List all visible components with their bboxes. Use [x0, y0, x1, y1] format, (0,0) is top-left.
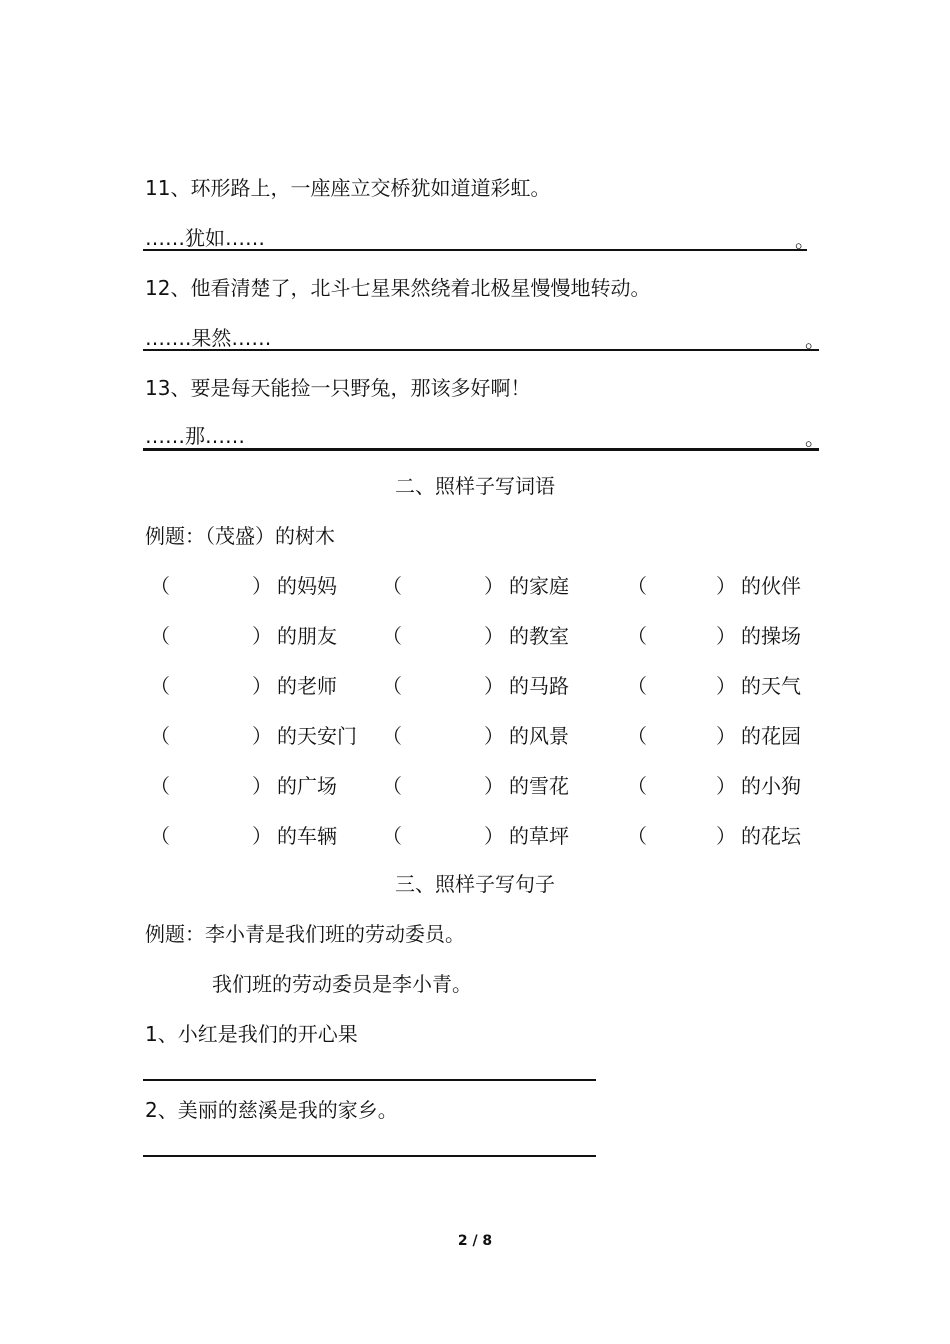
word-blank-input[interactable]: [649, 774, 716, 798]
word-blank-input[interactable]: [404, 674, 484, 698]
word-blank-input[interactable]: [172, 674, 252, 698]
word-noun: 的朋友: [277, 624, 337, 648]
answer-end-12: 。: [805, 328, 825, 352]
word-noun: 的老师: [277, 674, 337, 698]
word-noun: 的广场: [277, 774, 337, 798]
word-noun: 的花园: [741, 724, 801, 748]
blank-open-paren: （: [627, 724, 647, 748]
word-blank-input[interactable]: [649, 624, 716, 648]
word-noun: 的妈妈: [277, 574, 337, 598]
blank-open-paren: （: [382, 624, 402, 648]
sentence-answer-line-1[interactable]: [143, 1079, 596, 1081]
blank-close-paren: ）: [484, 674, 504, 698]
blank-open-paren: （: [627, 574, 647, 598]
word-noun: 的车辆: [277, 824, 337, 848]
word-noun: 的风景: [509, 724, 569, 748]
blank-close-paren: ）: [252, 774, 272, 798]
question-11: 11、环形路上，一座座立交桥犹如道道彩虹。: [145, 176, 551, 200]
word-blank-input[interactable]: [649, 824, 716, 848]
word-blank-input[interactable]: [649, 674, 716, 698]
section3-example-line1: 例题：李小青是我们班的劳动委员。: [145, 922, 465, 946]
blank-open-paren: （: [627, 824, 647, 848]
section2-title: 二、照样子写词语: [395, 474, 555, 498]
blank-open-paren: （: [382, 824, 402, 848]
blank-close-paren: ）: [252, 624, 272, 648]
blank-open-paren: （: [150, 724, 170, 748]
answer-end-11: 。: [795, 228, 815, 252]
blank-open-paren: （: [627, 674, 647, 698]
word-noun: 的花坛: [741, 824, 801, 848]
blank-close-paren: ）: [716, 624, 736, 648]
blank-close-paren: ）: [716, 724, 736, 748]
word-noun: 的天气: [741, 674, 801, 698]
blank-open-paren: （: [150, 674, 170, 698]
word-blank-input[interactable]: [649, 574, 716, 598]
word-noun: 的马路: [509, 674, 569, 698]
blank-open-paren: （: [150, 624, 170, 648]
word-blank-input[interactable]: [172, 724, 252, 748]
word-blank-input[interactable]: [172, 774, 252, 798]
sentence-answer-line-2[interactable]: [143, 1155, 596, 1157]
blank-open-paren: （: [627, 624, 647, 648]
blank-close-paren: ）: [484, 824, 504, 848]
word-blank-input[interactable]: [172, 824, 252, 848]
answer-end-13: 。: [805, 426, 825, 450]
word-noun: 的小狗: [741, 774, 801, 798]
blank-open-paren: （: [627, 774, 647, 798]
answer-prefix-13: ……那……: [145, 424, 245, 448]
word-blank-input[interactable]: [404, 824, 484, 848]
word-blank-input[interactable]: [172, 624, 252, 648]
word-blank-input[interactable]: [404, 774, 484, 798]
blank-open-paren: （: [150, 574, 170, 598]
section3-example-line2: 我们班的劳动委员是李小青。: [212, 972, 472, 996]
blank-open-paren: （: [150, 774, 170, 798]
word-noun: 的草坪: [509, 824, 569, 848]
section2-example: 例题：（茂盛）的树木: [145, 524, 335, 548]
blank-close-paren: ）: [252, 574, 272, 598]
blank-open-paren: （: [382, 674, 402, 698]
word-noun: 的天安门: [277, 724, 357, 748]
question-13: 13、要是每天能捡一只野兔，那该多好啊！: [145, 376, 531, 400]
answer-line-12[interactable]: [143, 349, 819, 351]
answer-line-13[interactable]: [143, 448, 819, 451]
word-blank-input[interactable]: [404, 724, 484, 748]
blank-open-paren: （: [382, 724, 402, 748]
sentence-question-1: 1、小红是我们的开心果: [145, 1022, 358, 1046]
blank-close-paren: ）: [484, 624, 504, 648]
blank-open-paren: （: [382, 574, 402, 598]
word-blank-input[interactable]: [404, 624, 484, 648]
blank-close-paren: ）: [252, 674, 272, 698]
blank-open-paren: （: [150, 824, 170, 848]
blank-close-paren: ）: [252, 824, 272, 848]
word-noun: 的雪花: [509, 774, 569, 798]
blank-close-paren: ）: [484, 724, 504, 748]
answer-line-11[interactable]: [143, 249, 807, 251]
blank-close-paren: ）: [716, 674, 736, 698]
word-noun: 的教室: [509, 624, 569, 648]
blank-close-paren: ）: [484, 774, 504, 798]
word-blank-input[interactable]: [172, 574, 252, 598]
blank-close-paren: ）: [716, 824, 736, 848]
section3-title: 三、照样子写句子: [395, 872, 555, 896]
blank-open-paren: （: [382, 774, 402, 798]
question-12: 12、他看清楚了，北斗七星果然绕着北极星慢慢地转动。: [145, 276, 651, 300]
sentence-question-2: 2、美丽的慈溪是我的家乡。: [145, 1098, 398, 1122]
word-noun: 的操场: [741, 624, 801, 648]
blank-close-paren: ）: [716, 574, 736, 598]
word-noun: 的家庭: [509, 574, 569, 598]
word-blank-input[interactable]: [649, 724, 716, 748]
blank-close-paren: ）: [252, 724, 272, 748]
word-blank-input[interactable]: [404, 574, 484, 598]
answer-prefix-12: …….果然……: [145, 326, 272, 350]
answer-prefix-11: ……犹如……: [145, 226, 265, 250]
blank-close-paren: ）: [484, 574, 504, 598]
page-number: 2 / 8: [457, 1233, 493, 1249]
word-noun: 的伙伴: [741, 574, 801, 598]
blank-close-paren: ）: [716, 774, 736, 798]
